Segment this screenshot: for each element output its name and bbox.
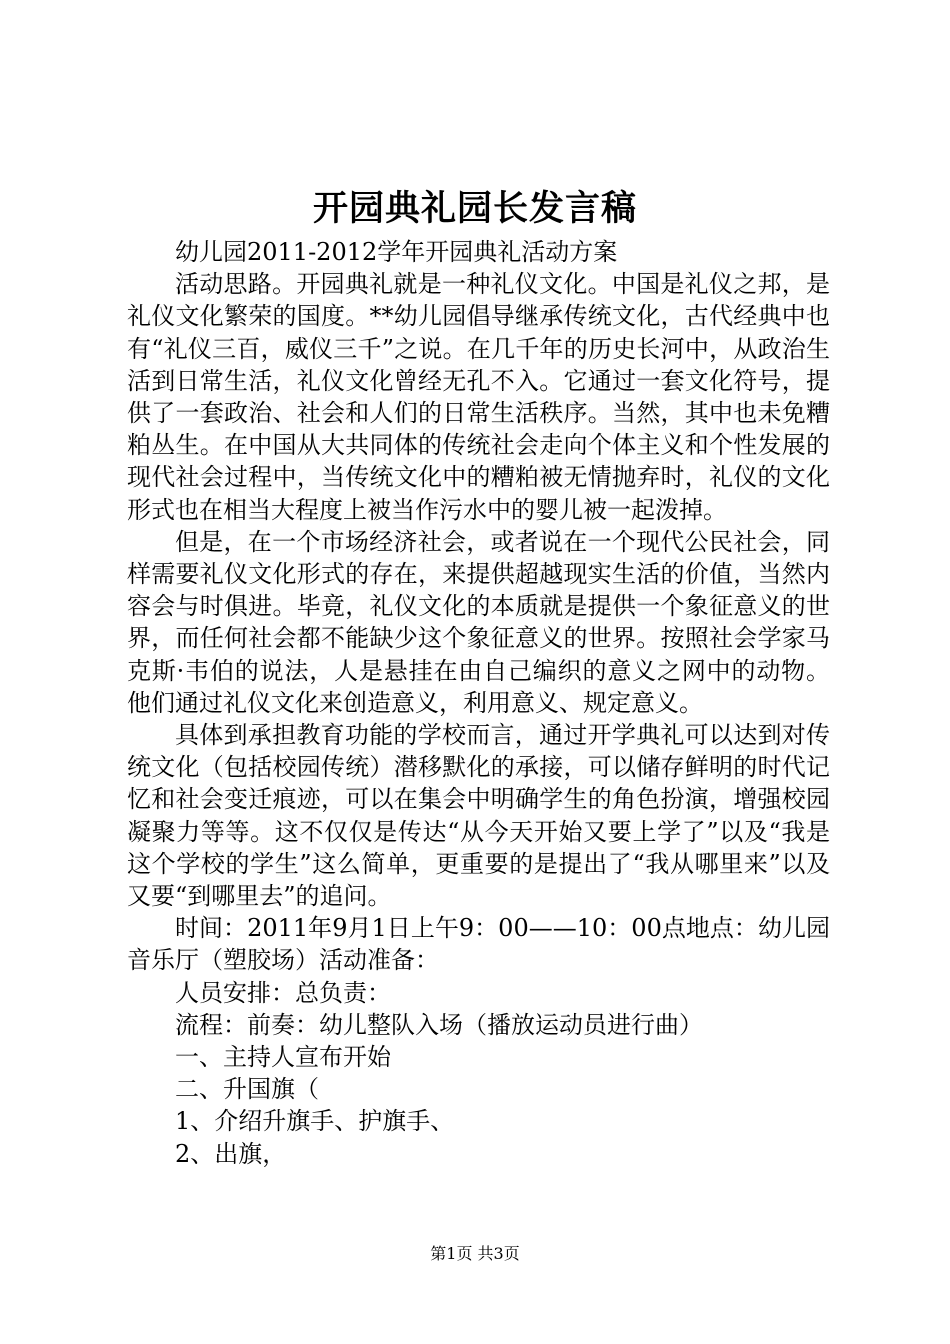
paragraph-time-location: 时间：2011年9月1日上午9：00——10：00点地点：幼儿园音乐厅（塑胶场）活动准备： bbox=[127, 914, 830, 975]
list-item-flag-out: 2、出旗， bbox=[175, 1139, 287, 1168]
paragraph-school-function: 具体到承担教育功能的学校而言，通过开学典礼可以达到对传统文化（包括校园传统）潜移默化的承接，可以储存鲜明的时代记忆和社会变迁痕迹，可以在集会中明确学生的角色扮演，增强校园凝聚力等等。这不仅仅是传达“从今天开始又要上学了”以及“我是这个学校的学生”这么简单，更重要的是提出了“我从哪里来”以及又要“到哪里去”的追问。 bbox=[127, 721, 830, 911]
paragraph-activity-idea: 活动思路。开园典礼就是一种礼仪文化。中国是礼仪之邦，是礼仪文化繁荣的国度。**幼儿园倡导继承传统文化，古代经典中也有“礼仪三百，威仪三千”之说。在几千年的历史长河中，从政治生活到日常生活，礼仪文化曾经无孔不入。它通过一套文化符号，提供了一套政治、社会和人们的日常生活秩序。当然，其中也未免糟粕丛生。在中国从大共同体的传统社会走向个体主义和个性发展的现代社会过程中，当传统文化中的糟粕被无情抛弃时，礼仪的文化形式也在相当大程度上被当作污水中的婴儿被一起泼掉。 bbox=[127, 270, 830, 524]
list-item-host-opens: 一、主持人宣布开始 bbox=[175, 1043, 391, 1072]
document-title: 开园典礼园长发言稿 bbox=[312, 188, 637, 229]
paragraph-modern-society: 但是，在一个市场经济社会，或者说在一个现代公民社会，同样需要礼仪文化形式的存在，来提供超越现实生活的价值，当然内容会与时俱进。毕竟，礼仪文化的本质就是提供一个象征意义的世界，而任何社会都不能缺少这个象征意义的世界。按照社会学家马克斯·韦伯的说法，人是悬挂在由自己编织的意义之网中的动物。他们通过礼仪文化来创造意义，利用意义、规定意义。 bbox=[127, 527, 830, 717]
document-body bbox=[127, 236, 830, 1170]
paragraph-process: 流程：前奏：幼儿整队入场（播放运动员进行曲） bbox=[175, 1010, 703, 1039]
list-item-flag-bearers: 1、介绍升旗手、护旗手、 bbox=[175, 1107, 455, 1136]
paragraph-staffing: 人员安排：总负责： bbox=[175, 978, 391, 1007]
page-footer: 第1页 共3页 bbox=[430, 1244, 520, 1263]
paragraph-plan-title: 幼儿园2011-2012学年开园典礼活动方案 bbox=[175, 238, 618, 266]
list-item-flag-raising: 二、升国旗（ bbox=[175, 1075, 319, 1104]
